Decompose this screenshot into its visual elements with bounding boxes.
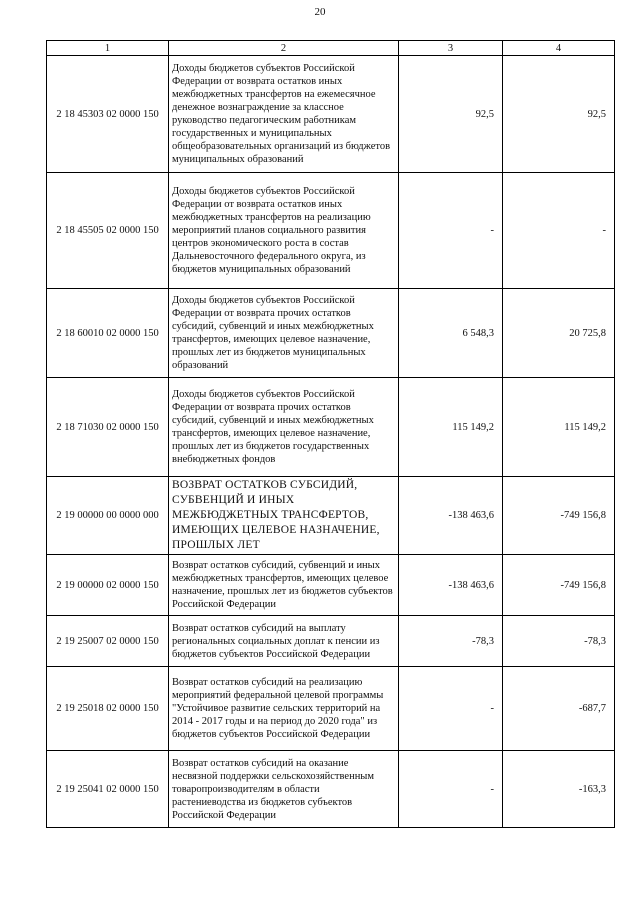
budget-code: 2 18 71030 02 0000 150 — [47, 378, 169, 477]
budget-code: 2 19 25007 02 0000 150 — [47, 616, 169, 667]
table-row — [47, 289, 615, 378]
value-col4: 115 149,2 — [503, 378, 615, 477]
row-description: Доходы бюджетов субъектов Российской Федерации от возврата прочих остатков субсидий, субвенций и иных межбюджетных трансфертов, имеющих целевое назначение, прошлых лет из бюджетов государственных внебюджетных фондов — [169, 378, 399, 477]
row-description: Возврат остатков субсидий на реализацию мероприятий федеральной целевой программы "Устойчивое развитие сельских территорий на 2014 - 2017 годы и на период до 2020 года" из бюджетов субъектов Российской Федерации — [169, 667, 399, 751]
value-col4: -163,3 — [503, 751, 615, 828]
row-description: Возврат остатков субсидий на выплату региональных социальных доплат к пенсии из бюджетов субъектов Российской Федерации — [169, 616, 399, 667]
budget-table — [46, 40, 615, 828]
budget-code: 2 18 45303 02 0000 150 — [47, 56, 169, 173]
table-row — [47, 667, 615, 751]
value-col3: -138 463,6 — [399, 477, 503, 555]
value-col4: 92,5 — [503, 56, 615, 173]
row-description: Возврат остатков субсидий на оказание несвязной поддержки сельскохозяйственным товаропроизводителям в области растениеводства из бюджетов субъектов Российской Федерации — [169, 751, 399, 828]
row-description: ВОЗВРАТ ОСТАТКОВ СУБСИДИЙ, СУБВЕНЦИЙ И ИНЫХ МЕЖБЮДЖЕТНЫХ ТРАНСФЕРТОВ, ИМЕЮЩИХ ЦЕЛЕВОЕ НАЗНАЧЕНИЕ, ПРОШЛЫХ ЛЕТ — [169, 477, 399, 555]
table-header-row — [47, 41, 615, 56]
row-description: Доходы бюджетов субъектов Российской Федерации от возврата прочих остатков субсидий, субвенций и иных межбюджетных трансфертов, имеющих целевое назначение, прошлых лет из бюджетов муниципальных образований — [169, 289, 399, 378]
table-row — [47, 555, 615, 616]
value-col3: -78,3 — [399, 616, 503, 667]
budget-code: 2 18 60010 02 0000 150 — [47, 289, 169, 378]
table-row — [47, 616, 615, 667]
value-col4: -78,3 — [503, 616, 615, 667]
budget-code: 2 19 00000 02 0000 150 — [47, 555, 169, 616]
column-header: 1 — [47, 41, 169, 56]
value-col3: 6 548,3 — [399, 289, 503, 378]
value-col3: 92,5 — [399, 56, 503, 173]
budget-code: 2 19 25018 02 0000 150 — [47, 667, 169, 751]
value-col3: 115 149,2 — [399, 378, 503, 477]
value-col3: - — [399, 751, 503, 828]
value-col4: -749 156,8 — [503, 555, 615, 616]
table-row — [47, 378, 615, 477]
row-description: Возврат остатков субсидий, субвенций и иных межбюджетных трансфертов, имеющих целевое назначение, прошлых лет из бюджетов субъектов Российской Федерации — [169, 555, 399, 616]
value-col4: -687,7 — [503, 667, 615, 751]
table-row — [47, 751, 615, 828]
column-header: 2 — [169, 41, 399, 56]
row-description: Доходы бюджетов субъектов Российской Федерации от возврата остатков иных межбюджетных трансфертов на ежемесячное денежное вознаграждение за классное руководство педагогическим работникам государственных и муниципальных общеобразовательных организаций из бюджетов муниципальных образований — [169, 56, 399, 173]
value-col3: - — [399, 173, 503, 289]
table-row — [47, 56, 615, 173]
budget-code: 2 19 25041 02 0000 150 — [47, 751, 169, 828]
value-col4: 20 725,8 — [503, 289, 615, 378]
page-number: 20 — [314, 6, 326, 18]
value-col4: -749 156,8 — [503, 477, 615, 555]
column-header: 4 — [503, 41, 615, 56]
table-row — [47, 173, 615, 289]
row-description: Доходы бюджетов субъектов Российской Федерации от возврата остатков иных межбюджетных трансфертов на реализацию мероприятий планов социального развития центров экономического роста в состав Дальневосточного федерального округа, из бюджетов муниципальных образований — [169, 173, 399, 289]
budget-code: 2 19 00000 00 0000 000 — [47, 477, 169, 555]
budget-code: 2 18 45505 02 0000 150 — [47, 173, 169, 289]
value-col4: - — [503, 173, 615, 289]
value-col3: - — [399, 667, 503, 751]
column-header: 3 — [399, 41, 503, 56]
table-row — [47, 477, 615, 555]
value-col3: -138 463,6 — [399, 555, 503, 616]
